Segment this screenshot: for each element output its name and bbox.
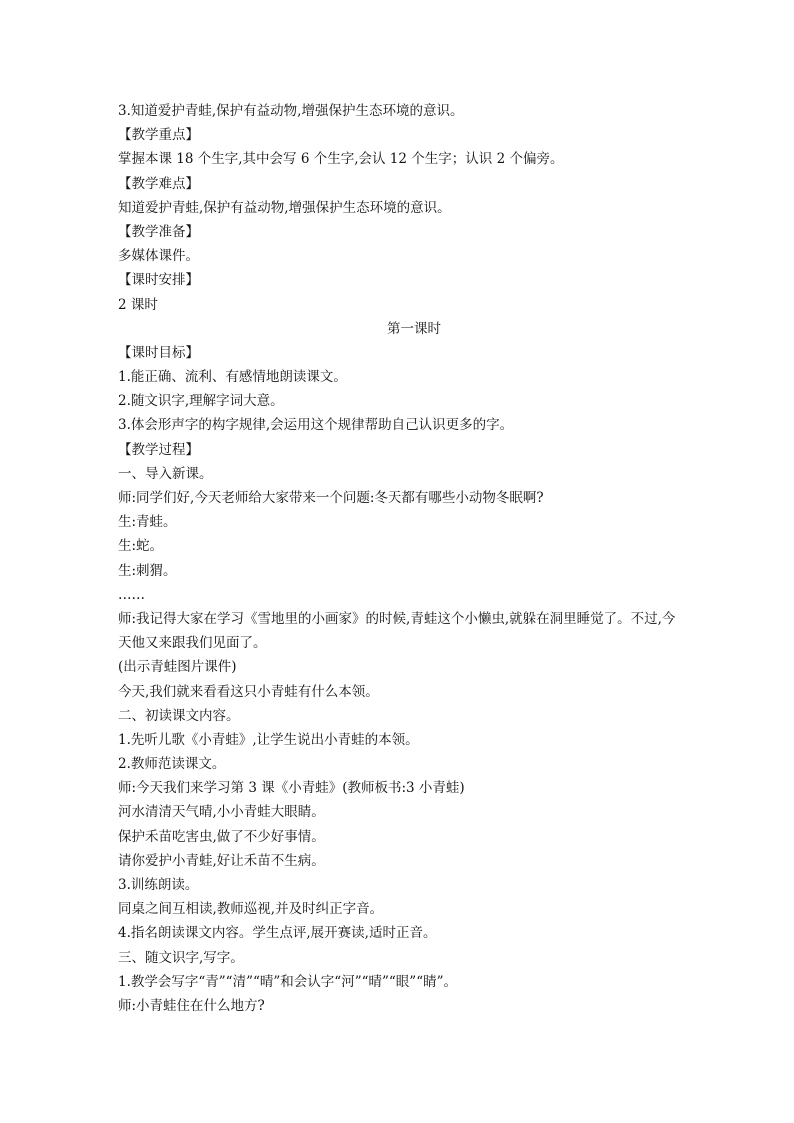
step-1-heading: 一、导入新课。 <box>118 465 213 482</box>
poem-line: 请你爱护小青蛙,好让禾苗不生病。 <box>118 852 325 869</box>
objective-3: 3.知道爱护青蛙,保护有益动物,增强保护生态环境的意识。 <box>118 103 464 119</box>
lesson-objective-1: 1.能正确、流利、有感情地朗读课文。 <box>118 369 347 386</box>
preparation-text: 多媒体课件。 <box>118 248 199 265</box>
difficulties-text: 知道爱护青蛙,保护有益动物,增强保护生态环境的意识。 <box>118 199 451 216</box>
heading-key-points: 【教学重点】 <box>118 127 199 144</box>
paragraph-line: 今天,我们就来看看这只小青蛙有什么本领。 <box>118 683 379 700</box>
dialogue-line: 师:小青蛙住在什么地方? <box>118 997 265 1014</box>
dialogue-line: 生:青蛙。 <box>118 514 177 531</box>
dialogue-line: 师:同学们好,今天老师给大家带来一个问题:冬天都有哪些小动物冬眠啊? <box>118 490 544 506</box>
heading-teaching-process: 【教学过程】 <box>118 441 199 458</box>
section-title-first-lesson: 第一课时 <box>387 320 441 337</box>
paragraph-line: 同桌之间互相读,教师巡视,并及时纠正字音。 <box>118 901 384 918</box>
step-3-heading: 三、随文识字,写字。 <box>118 949 244 966</box>
courseware-note: (出示青蛙图片课件) <box>118 659 237 676</box>
ellipsis-line: …… <box>118 586 145 603</box>
heading-preparation: 【教学准备】 <box>118 223 199 240</box>
lesson-objective-3: 3.体会形声字的构字规律,会运用这个规律帮助自己认识更多的字。 <box>118 417 514 434</box>
poem-line: 河水清清天气晴,小小青蛙大眼睛。 <box>118 804 325 821</box>
step-3-item-1: 1.教学会写字“青”“清”“晴”和会认字“河”“晴”“眼”“睛”。 <box>118 973 458 990</box>
step-2-item-4: 4.指名朗读课文内容。学生点评,展开赛读,适时正音。 <box>118 925 437 942</box>
step-2-item-2: 2.教师范读课文。 <box>118 756 226 773</box>
dialogue-paragraph: 师:我记得大家在学习《雪地里的小画家》的时候,青蛙这个小懒虫,就躲在洞里睡觉了。不过,今天他又来跟我们见面了。 <box>118 610 676 652</box>
document-body <box>118 99 678 1018</box>
lesson-objective-2: 2.随文识字,理解字词大意。 <box>118 393 284 410</box>
step-2-item-3: 3.训练朗读。 <box>118 877 199 894</box>
dialogue-line: 生:刺猬。 <box>118 562 177 579</box>
poem-line: 保护禾苗吃害虫,做了不少好事情。 <box>118 828 325 845</box>
heading-difficulties: 【教学难点】 <box>118 175 199 192</box>
dialogue-line: 师:今天我们来学习第 3 课《小青蛙》(教师板书:3 小青蛙) <box>118 780 465 797</box>
step-2-heading: 二、初读课文内容。 <box>118 707 240 724</box>
heading-lesson-objectives: 【课时目标】 <box>118 344 199 361</box>
schedule-text: 2 课时 <box>118 296 158 313</box>
heading-schedule: 【课时安排】 <box>118 272 199 289</box>
key-points-text: 掌握本课 18 个生字,其中会写 6 个生字,会认 12 个生字；认识 2 个偏旁。 <box>118 151 564 168</box>
dialogue-line: 生:蛇。 <box>118 538 164 555</box>
step-2-item-1: 1.先听儿歌《小青蛙》,让学生说出小青蛙的本领。 <box>118 731 419 748</box>
